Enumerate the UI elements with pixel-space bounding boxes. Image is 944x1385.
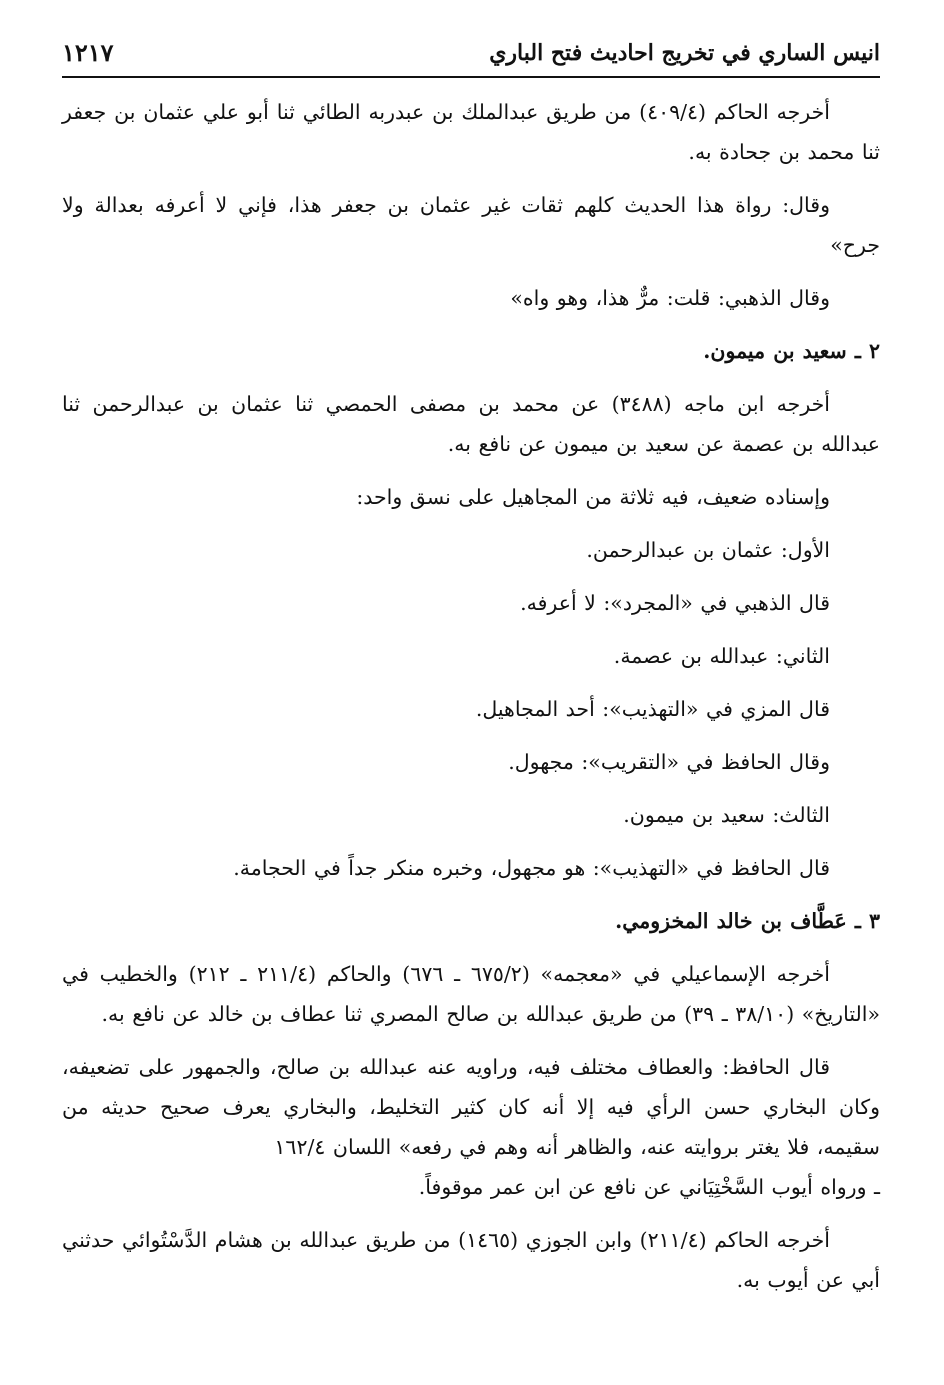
- paragraph: الثالث: سعيد بن ميمون.: [623, 803, 830, 827]
- paragraph: ـ ورواه أيوب السَّخْتِيَاني عن نافع عن ابن عمر موقوفاً.: [418, 1175, 880, 1199]
- page-body: [62, 92, 880, 1300]
- paragraph: قال الذهبي في «المجرد»: لا أعرفه.: [520, 591, 830, 615]
- running-header: [62, 30, 880, 78]
- paragraph: وإسناده ضعيف، فيه ثلاثة من المجاهيل على نسق واحد:: [356, 485, 830, 509]
- paragraph: قال المزي في «التهذيب»: أحد المجاهيل.: [475, 697, 830, 721]
- section-heading: ٢ ـ سعيد بن ميمون.: [703, 339, 880, 363]
- paragraph: أخرجه الإسماعيلي في «معجمه» (٦٧٥/٢ ـ ٦٧٦) والحاكم (٢١١/٤ ـ ٢١٢) والخطيب في «التاريخ» (٣٨/١٠ ـ ٣٩) من طريق عبدالله بن صالح المصري ثنا عطاف بن خالد عن نافع به.: [62, 962, 880, 1026]
- section-heading: ٣ ـ عَطَّاف بن خالد المخزومي.: [615, 909, 880, 933]
- paragraph: قال الحافظ: والعطاف مختلف فيه، وراويه عنه عبدالله بن صالح، والجمهور على تضعيفه، وكان البخاري حسن الرأي فيه إلا أنه كان كثير التخليط، والبخاري يعرف صحيح حديثه من سقيمه، فلا يغتر بروايته عنه، والظاهر أنه وهم في رفعه» اللسان ١٦٢/٤: [62, 1055, 880, 1159]
- paragraph: أخرجه ابن ماجه (٣٤٨٨) عن محمد بن مصفى الحمصي ثنا عثمان بن عبدالرحمن ثنا عبدالله بن عصمة عن سعيد بن ميمون عن نافع به.: [62, 392, 880, 456]
- paragraph: أخرجه الحاكم (٤٠٩/٤) من طريق عبدالملك بن عبدربه الطائي ثنا أبو علي عثمان بن جعفر ثنا محمد بن جحادة به.: [62, 100, 880, 164]
- paragraph: قال الحافظ في «التهذيب»: هو مجهول، وخبره منكر جداً في الحجامة.: [233, 856, 830, 880]
- document-page: [62, 30, 880, 1360]
- page-number: ١٢١٧: [62, 38, 114, 67]
- paragraph: أخرجه الحاكم (٢١١/٤) وابن الجوزي (١٤٦٥) من طريق عبدالله بن هشام الدَّسْتُوائي حدثني أبي عن أيوب به.: [62, 1228, 880, 1292]
- paragraph: وقال: رواة هذا الحديث كلهم ثقات غير عثمان بن جعفر هذا، فإني لا أعرفه بعدالة ولا جرح»: [62, 193, 880, 257]
- paragraph: الأول: عثمان بن عبدالرحمن.: [586, 538, 830, 562]
- paragraph: وقال الحافظ في «التقريب»: مجهول.: [508, 750, 830, 774]
- paragraph: الثاني: عبدالله بن عصمة.: [613, 644, 830, 668]
- paragraph: وقال الذهبي: قلت: مرٌّ هذا، وهو واه»: [510, 286, 830, 310]
- book-title: انيس الساري في تخريج احاديث فتح الباري: [489, 40, 880, 66]
